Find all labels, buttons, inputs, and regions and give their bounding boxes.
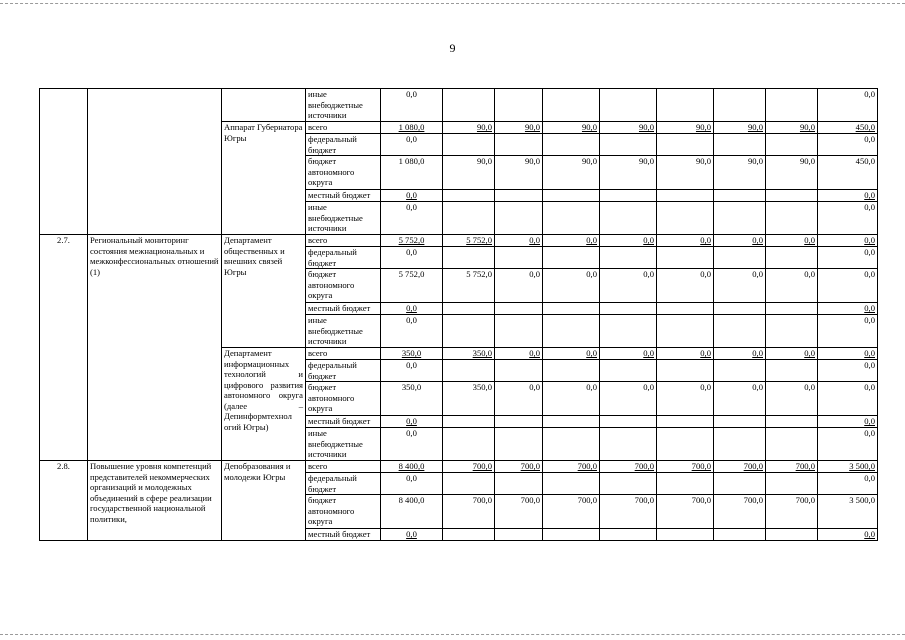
cell-amount-4 <box>600 303 657 315</box>
cell-amount-7: 90,0 <box>766 122 818 134</box>
cell-amount-1: 350,0 <box>443 348 495 360</box>
cell-total-amount: 8 400,0 <box>381 495 443 529</box>
cell-amount-5: 0,0 <box>657 348 714 360</box>
cell-amount-4 <box>600 473 657 495</box>
cell-funding-source: бюджет автономного округа <box>306 269 381 303</box>
cell-amount-2 <box>495 416 543 428</box>
cell-amount-2 <box>495 529 543 541</box>
cell-total-amount: 0,0 <box>381 315 443 348</box>
cell-amount-3: 0,0 <box>543 348 600 360</box>
cell-amount-4 <box>600 529 657 541</box>
cell-amount-7 <box>766 190 818 202</box>
cell-amount-7 <box>766 247 818 269</box>
cell-total-amount: 1 080,0 <box>381 122 443 134</box>
cell-amount-4 <box>600 428 657 461</box>
cell-amount-4: 90,0 <box>600 122 657 134</box>
cell-amount-3: 90,0 <box>543 122 600 134</box>
cell-total-amount: 0,0 <box>381 134 443 156</box>
cell-amount-3 <box>543 315 600 348</box>
cell-amount-1 <box>443 360 495 382</box>
cell-amount-3: 0,0 <box>543 382 600 416</box>
budget-table <box>39 88 878 541</box>
cell-amount-6 <box>714 134 766 156</box>
cell-amount-5: 90,0 <box>657 122 714 134</box>
cell-funding-source: всего <box>306 235 381 247</box>
cell-amount-6 <box>714 190 766 202</box>
cell-amount-1: 90,0 <box>443 122 495 134</box>
cell-amount-5 <box>657 473 714 495</box>
cell-total-amount: 0,0 <box>381 416 443 428</box>
cell-amount-final: 3 500,0 <box>818 495 878 529</box>
cell-amount-6 <box>714 529 766 541</box>
cell-amount-final: 0,0 <box>818 235 878 247</box>
cell-executor <box>222 89 306 122</box>
cell-item-number: 2.8. <box>40 461 88 541</box>
cell-amount-3 <box>543 473 600 495</box>
cell-total-amount: 0,0 <box>381 360 443 382</box>
cell-amount-7: 0,0 <box>766 382 818 416</box>
cell-amount-1 <box>443 134 495 156</box>
cell-executor: Аппарат Губернатора Югры <box>222 122 306 235</box>
cell-amount-5 <box>657 529 714 541</box>
cell-amount-6: 0,0 <box>714 235 766 247</box>
cell-amount-final: 0,0 <box>818 269 878 303</box>
cell-funding-source: бюджет автономного округа <box>306 495 381 529</box>
cell-amount-2 <box>495 473 543 495</box>
table-row <box>40 89 878 122</box>
cell-amount-6: 90,0 <box>714 156 766 190</box>
cell-total-amount: 0,0 <box>381 529 443 541</box>
cell-funding-source: иные внебюджетные источники <box>306 428 381 461</box>
cell-funding-source: всего <box>306 348 381 360</box>
cell-total-amount: 5 752,0 <box>381 235 443 247</box>
cell-funding-source: бюджет автономного округа <box>306 156 381 190</box>
cell-amount-7: 0,0 <box>766 348 818 360</box>
cell-amount-5: 700,0 <box>657 495 714 529</box>
cell-total-amount: 0,0 <box>381 89 443 122</box>
cell-amount-6: 700,0 <box>714 461 766 473</box>
cell-amount-4: 0,0 <box>600 348 657 360</box>
cell-amount-3 <box>543 529 600 541</box>
cell-amount-1: 5 752,0 <box>443 235 495 247</box>
cell-amount-6: 0,0 <box>714 382 766 416</box>
cell-amount-3 <box>543 134 600 156</box>
cell-amount-4: 0,0 <box>600 235 657 247</box>
cell-amount-7: 0,0 <box>766 269 818 303</box>
cell-amount-5 <box>657 247 714 269</box>
cell-amount-6 <box>714 360 766 382</box>
cell-amount-2: 0,0 <box>495 269 543 303</box>
cell-amount-final: 3 500,0 <box>818 461 878 473</box>
cell-funding-source: местный бюджет <box>306 190 381 202</box>
cell-funding-source: иные внебюджетные источники <box>306 89 381 122</box>
cell-total-amount: 0,0 <box>381 473 443 495</box>
cell-amount-2 <box>495 247 543 269</box>
cell-amount-4 <box>600 89 657 122</box>
cell-amount-final: 0,0 <box>818 360 878 382</box>
cell-amount-2: 700,0 <box>495 461 543 473</box>
cell-funding-source: местный бюджет <box>306 303 381 315</box>
cell-total-amount: 8 400,0 <box>381 461 443 473</box>
page-number: 9 <box>449 41 456 55</box>
cell-funding-source: федеральный бюджет <box>306 360 381 382</box>
cell-amount-7 <box>766 134 818 156</box>
cell-executor: Депобразования и молодежи Югры <box>222 461 306 541</box>
cell-amount-7 <box>766 315 818 348</box>
cell-amount-6 <box>714 89 766 122</box>
cell-item-title: Региональный мониторинг состояния межнациональных и межконфессиональных отношений (1) <box>88 235 222 461</box>
cell-amount-3 <box>543 247 600 269</box>
cell-amount-final: 0,0 <box>818 202 878 235</box>
cell-funding-source: иные внебюджетные источники <box>306 202 381 235</box>
cell-amount-1: 350,0 <box>443 382 495 416</box>
cell-amount-3 <box>543 416 600 428</box>
cell-amount-4: 700,0 <box>600 461 657 473</box>
cell-amount-final: 0,0 <box>818 190 878 202</box>
cell-executor: Департамент общественных и внешних связей Югры <box>222 235 306 348</box>
cell-amount-final: 450,0 <box>818 122 878 134</box>
cell-amount-5: 700,0 <box>657 461 714 473</box>
cell-amount-3: 700,0 <box>543 461 600 473</box>
cell-amount-3 <box>543 360 600 382</box>
cell-amount-3: 0,0 <box>543 235 600 247</box>
cell-item-number: 2.7. <box>40 235 88 461</box>
cell-amount-3 <box>543 190 600 202</box>
budget-table-body <box>40 89 878 541</box>
cell-amount-4: 0,0 <box>600 269 657 303</box>
cell-amount-7 <box>766 529 818 541</box>
cell-amount-5 <box>657 134 714 156</box>
cell-amount-6: 90,0 <box>714 122 766 134</box>
cell-amount-7 <box>766 303 818 315</box>
cell-amount-2: 700,0 <box>495 495 543 529</box>
cell-amount-5: 0,0 <box>657 382 714 416</box>
cell-amount-4 <box>600 134 657 156</box>
cell-amount-final: 0,0 <box>818 247 878 269</box>
cell-amount-final: 0,0 <box>818 382 878 416</box>
cell-amount-1: 90,0 <box>443 156 495 190</box>
table-row <box>40 461 878 473</box>
cell-amount-final: 0,0 <box>818 348 878 360</box>
cell-amount-5 <box>657 202 714 235</box>
cell-amount-3 <box>543 303 600 315</box>
cell-total-amount: 0,0 <box>381 428 443 461</box>
cell-amount-1 <box>443 190 495 202</box>
cell-amount-6 <box>714 473 766 495</box>
cell-amount-3: 0,0 <box>543 269 600 303</box>
cell-total-amount: 0,0 <box>381 202 443 235</box>
cell-amount-4: 90,0 <box>600 156 657 190</box>
cell-amount-2 <box>495 202 543 235</box>
cell-amount-5 <box>657 315 714 348</box>
cell-item-title: Повышение уровня компетенций представителей некоммерческих организаций и молодежных объединений в сфере реализации государственной национальной политики, <box>88 461 222 541</box>
cell-amount-2 <box>495 360 543 382</box>
cell-total-amount: 1 080,0 <box>381 156 443 190</box>
cell-amount-7 <box>766 416 818 428</box>
cell-amount-1 <box>443 247 495 269</box>
cell-amount-1 <box>443 473 495 495</box>
cell-amount-3 <box>543 428 600 461</box>
cell-amount-1 <box>443 315 495 348</box>
cell-amount-4 <box>600 315 657 348</box>
cell-amount-6 <box>714 428 766 461</box>
cell-amount-1: 700,0 <box>443 461 495 473</box>
cell-amount-1 <box>443 89 495 122</box>
cell-amount-6 <box>714 247 766 269</box>
cell-funding-source: всего <box>306 461 381 473</box>
cell-amount-7: 700,0 <box>766 495 818 529</box>
cell-amount-5 <box>657 303 714 315</box>
cell-amount-final: 0,0 <box>818 89 878 122</box>
cell-funding-source: бюджет автономного округа <box>306 382 381 416</box>
cell-amount-5: 0,0 <box>657 269 714 303</box>
cell-amount-7: 0,0 <box>766 235 818 247</box>
cell-amount-7: 90,0 <box>766 156 818 190</box>
cell-amount-2 <box>495 134 543 156</box>
cell-amount-2 <box>495 190 543 202</box>
cell-amount-1 <box>443 529 495 541</box>
cell-amount-4 <box>600 202 657 235</box>
cell-amount-final: 0,0 <box>818 428 878 461</box>
cell-executor: Департамент информационных технологий и цифрового развития автономного округа (далее – Депинформтехнол огий Югры) <box>222 348 306 461</box>
cell-amount-1 <box>443 416 495 428</box>
cell-total-amount: 350,0 <box>381 348 443 360</box>
cell-amount-6 <box>714 315 766 348</box>
cell-amount-3 <box>543 202 600 235</box>
cell-funding-source: федеральный бюджет <box>306 247 381 269</box>
cell-amount-4 <box>600 416 657 428</box>
cell-item-title <box>88 89 222 235</box>
cell-amount-final: 0,0 <box>818 416 878 428</box>
scan-edge-top <box>0 3 905 4</box>
cell-funding-source: местный бюджет <box>306 416 381 428</box>
cell-amount-2: 0,0 <box>495 382 543 416</box>
cell-amount-4 <box>600 360 657 382</box>
cell-amount-4 <box>600 190 657 202</box>
cell-amount-1: 5 752,0 <box>443 269 495 303</box>
cell-amount-1 <box>443 303 495 315</box>
cell-amount-6: 700,0 <box>714 495 766 529</box>
cell-total-amount: 0,0 <box>381 190 443 202</box>
cell-funding-source: федеральный бюджет <box>306 473 381 495</box>
cell-amount-5: 90,0 <box>657 156 714 190</box>
cell-amount-2: 90,0 <box>495 156 543 190</box>
cell-item-number <box>40 89 88 235</box>
cell-amount-final: 0,0 <box>818 473 878 495</box>
cell-amount-final: 450,0 <box>818 156 878 190</box>
cell-amount-2: 90,0 <box>495 122 543 134</box>
cell-amount-2 <box>495 89 543 122</box>
cell-amount-3: 90,0 <box>543 156 600 190</box>
cell-amount-6: 0,0 <box>714 348 766 360</box>
cell-amount-6: 0,0 <box>714 269 766 303</box>
cell-amount-6 <box>714 303 766 315</box>
cell-amount-6 <box>714 416 766 428</box>
cell-amount-5 <box>657 428 714 461</box>
cell-total-amount: 350,0 <box>381 382 443 416</box>
cell-funding-source: местный бюджет <box>306 529 381 541</box>
cell-amount-1 <box>443 428 495 461</box>
cell-funding-source: федеральный бюджет <box>306 134 381 156</box>
cell-amount-4: 0,0 <box>600 382 657 416</box>
cell-amount-7 <box>766 473 818 495</box>
cell-total-amount: 0,0 <box>381 247 443 269</box>
scan-edge-bottom <box>0 634 905 635</box>
cell-amount-7 <box>766 202 818 235</box>
cell-amount-7 <box>766 360 818 382</box>
cell-amount-final: 0,0 <box>818 315 878 348</box>
cell-amount-4 <box>600 247 657 269</box>
cell-amount-final: 0,0 <box>818 303 878 315</box>
table-row <box>40 235 878 247</box>
cell-funding-source: всего <box>306 122 381 134</box>
cell-amount-4: 700,0 <box>600 495 657 529</box>
cell-amount-1: 700,0 <box>443 495 495 529</box>
cell-total-amount: 0,0 <box>381 303 443 315</box>
cell-amount-3: 700,0 <box>543 495 600 529</box>
cell-amount-5 <box>657 89 714 122</box>
cell-amount-final: 0,0 <box>818 529 878 541</box>
cell-amount-5 <box>657 360 714 382</box>
cell-amount-2 <box>495 315 543 348</box>
cell-amount-7 <box>766 428 818 461</box>
cell-amount-2 <box>495 303 543 315</box>
cell-total-amount: 5 752,0 <box>381 269 443 303</box>
cell-amount-1 <box>443 202 495 235</box>
cell-amount-2 <box>495 428 543 461</box>
cell-funding-source: иные внебюджетные источники <box>306 315 381 348</box>
cell-amount-3 <box>543 89 600 122</box>
cell-amount-7: 700,0 <box>766 461 818 473</box>
cell-amount-5 <box>657 190 714 202</box>
cell-amount-5 <box>657 416 714 428</box>
cell-amount-final: 0,0 <box>818 134 878 156</box>
cell-amount-6 <box>714 202 766 235</box>
cell-amount-2: 0,0 <box>495 235 543 247</box>
cell-amount-2: 0,0 <box>495 348 543 360</box>
cell-amount-7 <box>766 89 818 122</box>
cell-amount-5: 0,0 <box>657 235 714 247</box>
